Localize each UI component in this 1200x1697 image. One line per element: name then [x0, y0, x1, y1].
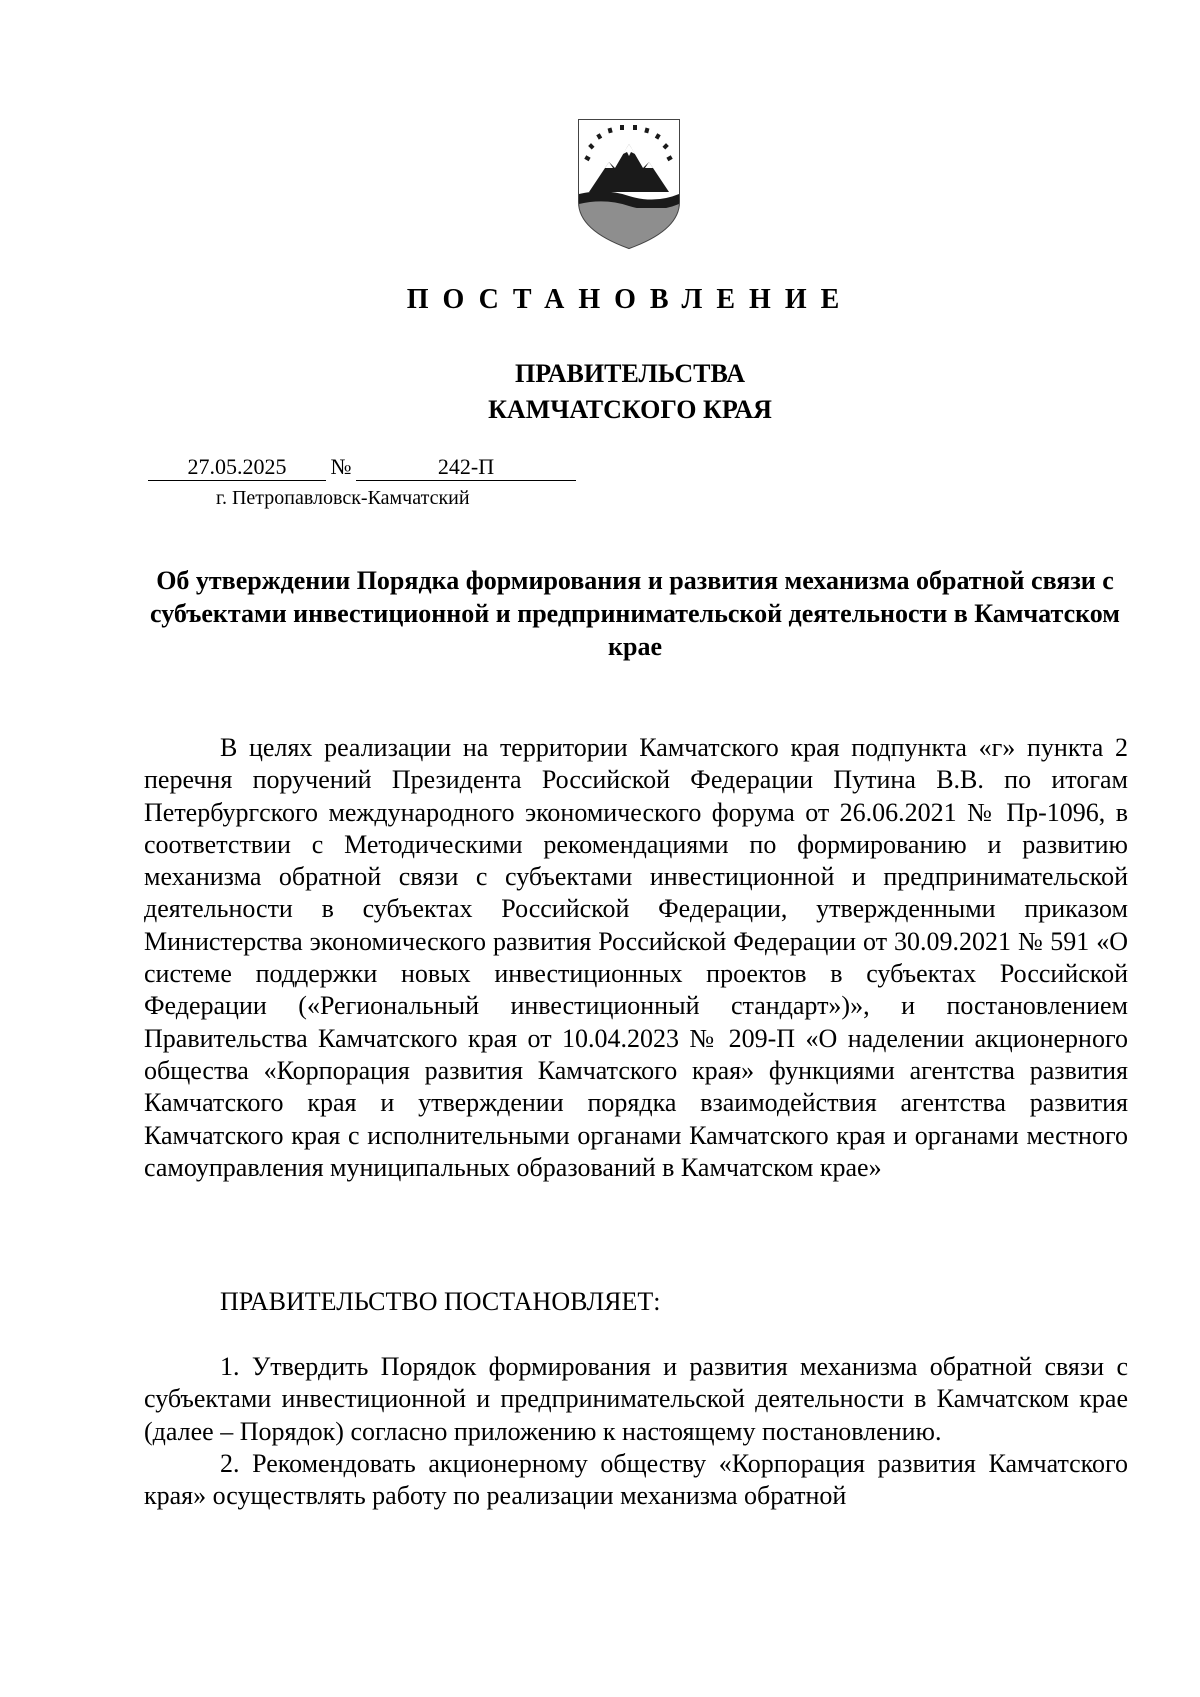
preamble-paragraph: В целях реализации на территории Камчатского края подпункта «г» пункта 2 перечня поручений Президента Российской Федерации Путина В.В. по итогам Петербургского международного экономического форума от 26.06.2021 № Пр-1096, в соответствии с Методическими рекомендациями по формированию и развитию механизма обратной связи с субъектами инвестиционной и предпринимательской деятельности в субъектах Российской Федерации, утвержденными приказом Министерства экономического развития Российской Федерации от 30.09.2021 № 591 «О системе поддержки новых инвестиционных проектов в субъектах Российской Федерации («Региональный инвестиционный стандарт»)», и постановлением Правительства Камчатского края от 10.04.2023 № 209-П «О наделении акционерного общества «Корпорация развития Камчатского края» функциями агентства развития Камчатского края и утверждении порядка взаимодействия агентства развития Камчатского края с исполнительными органами Камчатского края и органами местного самоуправления муниципальных образований в Камчатском крае» — [144, 733, 1128, 1182]
document-type-title: ПОСТАНОВЛЕНИЕ — [406, 284, 854, 315]
issuer-name — [0, 356, 1200, 428]
issuer-line-2: КАМЧАТСКОГО КРАЯ — [488, 395, 772, 424]
resolution-item: 1. Утвердить Порядок формирования и развития механизма обратной связи с субъектами инвестиционной и предпринимательской деятельности в Камчатском крае (далее – Порядок) согласно приложению к настоящему постановлению. — [144, 1352, 1128, 1446]
document-number: 242-П — [356, 454, 576, 481]
resolution-item: 2. Рекомендовать акционерному обществу «Корпорация развития Камчатского края» осуществлять работу по реализации механизма обратной — [144, 1448, 1128, 1511]
document-subject: Об утверждении Порядка формирования и развития механизма обратной связи с субъектами инвестиционной и предпринимательской деятельности в Камчатском крае — [150, 566, 1120, 661]
number-sign: № — [330, 454, 352, 479]
document-city: г. Петропавловск-Камчатский — [216, 487, 470, 509]
kamchatka-coat-of-arms-icon — [575, 118, 683, 250]
document-date: 27.05.2025 — [148, 454, 326, 481]
resolution-items — [144, 1351, 1128, 1512]
resolves-heading: ПРАВИТЕЛЬСТВО ПОСТАНОВЛЯЕТ: — [220, 1287, 661, 1316]
issuer-line-1: ПРАВИТЕЛЬСТВА — [515, 359, 745, 388]
